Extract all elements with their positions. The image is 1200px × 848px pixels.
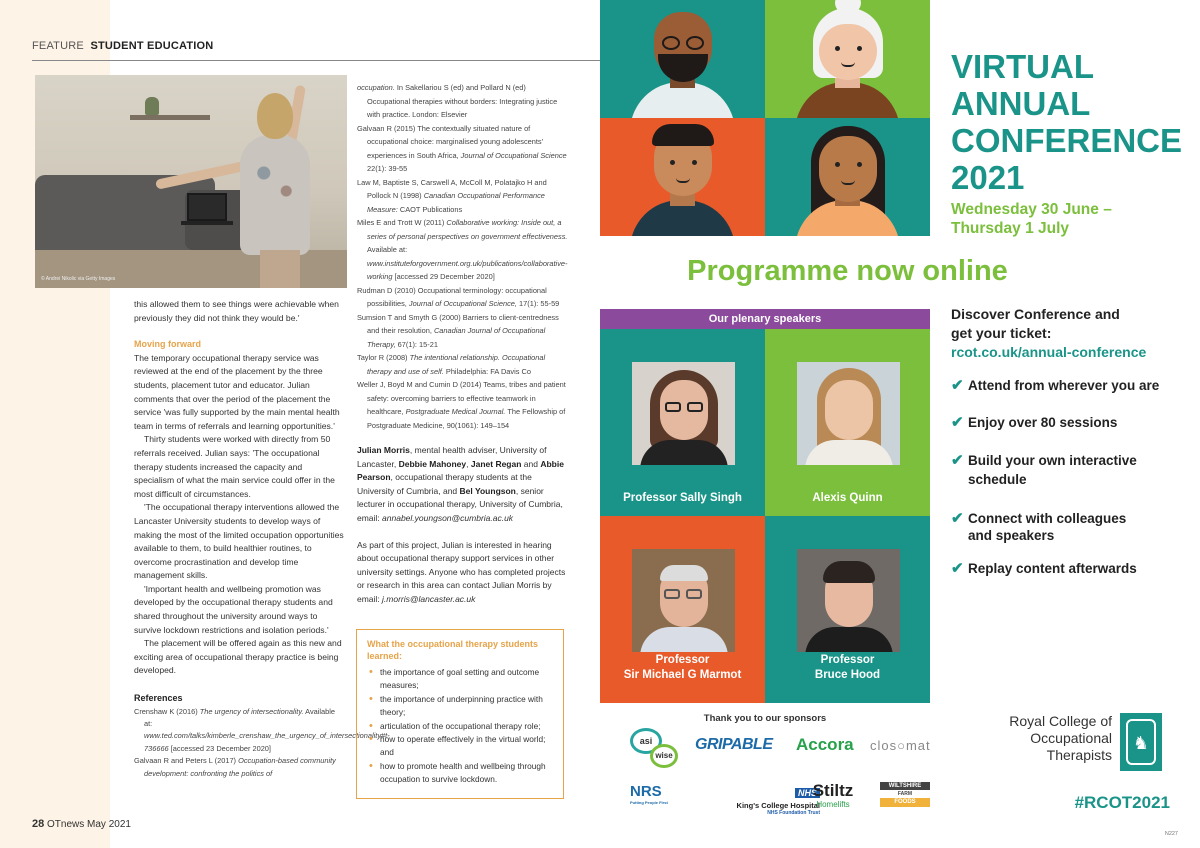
reference-item [357,311,570,352]
references-heading: References [134,693,183,704]
conference-url-link[interactable]: rcot.co.uk/annual-conference [951,344,1147,360]
benefit-item [951,451,1196,489]
logo-text: Putting People First [630,800,668,805]
reference-text: Law M, Baptiste S, Carswell A, McColl M, Polatajko H and Pollock N (1998) [357,177,547,200]
benefit-item [951,559,1196,578]
reference-item [357,351,570,378]
right-page-advert [600,0,1200,848]
reference-italic: Occupation-based community development: confronting the politics of [144,756,336,778]
avatar-head [819,24,877,80]
reference-item [357,378,570,432]
logo-text: WILTSHIRE [880,782,930,790]
reference-text: Weller J, Boyd M and Cumin D (2014) Teams, tribes and patient safety: overcoming barriers to effective teamwork in healthcare, [357,380,566,416]
reference-item [134,706,390,756]
glasses-icon [662,36,680,50]
reference-item [134,755,344,780]
photo-plant [145,97,159,115]
reference-italic: Canadian Journal of Occupational Therapy, [367,326,546,349]
author-bio [357,444,570,526]
rcot-name-line: Therapists [1046,747,1112,763]
avatar-grid [600,0,930,236]
avatar-eye [670,160,675,165]
photo-shoulders [805,627,893,652]
accora-logo: Accora [796,735,854,754]
avatar-eye [835,46,840,51]
checkmark-icon: ✔ [951,452,964,469]
photo-head [257,93,293,139]
checkmark-icon: ✔ [951,560,964,577]
avatar-tile-woman [765,118,930,236]
speaker-card-sally-singh [600,329,765,516]
logo-text: wise [650,744,678,768]
reference-text: Philadelphia: FA Davis Co [443,366,531,376]
speaker-photo [797,362,900,465]
author-name: Debbie Mahoney [398,458,467,469]
checkmark-icon: ✔ [951,414,964,431]
benefit-text: Connect with colleagues [968,511,1127,526]
speaker-photo [632,549,735,652]
reference-italic: Postgraduate Medical Journal. [405,407,506,416]
page-number: 28 [32,818,45,830]
reference-item [357,81,570,122]
logo-text: Stiltz [812,781,854,800]
photo-legs [260,250,300,288]
avatar-hair [652,124,714,146]
reference-text: Sumsion T and Smyth G (2000) Barriers to client-centredness and their resolution, [357,312,559,335]
article-paragraph: Thirty students were worked with directly from 50 referrals received. Julian says: 'The occupational therapy students increased the capacity and specialism of what the main service could offer in the most difficult of circumstances. [134,434,335,499]
avatar-head [819,136,877,202]
photo-hair [660,565,708,581]
article-intro: this allowed them to see things were achievable when previously they did not think they would be.' [134,299,339,323]
benefit-text: Enjoy over 80 sessions [968,415,1118,430]
section-topic: STUDENT EDUCATION [90,40,214,52]
photo-shoulders [640,627,728,652]
glasses-icon [664,589,680,599]
speaker-name-line: Professor Sally Singh [623,492,742,504]
reference-text: 22(1): 39-55 [367,164,408,173]
photo-hair [823,561,875,583]
reference-text: [accessed 23 December 2020] [168,743,271,753]
rcot-logo [1000,713,1162,775]
logo-text: asi [630,728,662,754]
date-line: Thursday 1 July [951,220,1070,237]
speakers-bar: Our plenary speakers [600,309,930,329]
photo-shelf [130,115,210,120]
speaker-name-line: Bruce Hood [814,669,881,681]
author-name: Janet Regan [470,458,522,469]
reference-text: 17(1): 55-59 [516,299,560,308]
reference-text: [accessed 29 December 2020] [392,272,495,281]
benefit-text: and speakers [968,528,1055,543]
speaker-photo [797,549,900,652]
reference-text: CAOT Publications [397,204,463,214]
speaker-name [600,491,765,506]
references-list-2 [357,81,570,432]
ad-code: N227 [1164,831,1178,837]
speaker-card-alexis-quinn [765,329,930,516]
section-name: FEATURE [32,40,84,52]
rcot-name-line: Occupational [1030,730,1112,746]
section-label [32,40,213,52]
avatar-eye [692,160,697,165]
reference-text: Available at: [367,245,408,254]
glasses-icon [686,36,704,50]
avatar-eye [835,162,840,167]
rcot-name [1000,713,1112,764]
subheading: Moving forward [134,339,201,350]
project-note [357,539,570,607]
discover-line: Discover Conference and [951,306,1120,322]
speaker-name-line: Professor [655,654,710,666]
speaker-card-bruce-hood [765,516,930,703]
logo-text: FARM [897,791,913,797]
gripable-logo: GRIPABLE [695,736,773,753]
discover-block [951,305,1191,362]
benefit-text: Attend from wherever you are [968,378,1160,393]
photo-laptop [187,193,227,221]
photo-laptop-base [181,221,233,225]
title-line: CONFERENCE [951,122,1183,159]
contact-email-link[interactable]: j.morris@lancaster.ac.uk [382,593,476,604]
checkmark-icon: ✔ [951,510,964,527]
benefit-item [951,376,1196,395]
author-name: Bel Youngson [459,485,516,496]
reference-italic: The intentional relationship. Occupational therapy and use of self. [367,353,546,376]
nhs-badge: NHS [795,788,820,798]
reference-text: Taylor R (2008) [357,353,410,362]
glasses-icon [686,589,702,599]
learned-box [356,629,564,799]
benefit-text: Build your own interactive [968,453,1137,468]
article-column-2 [357,81,570,607]
speaker-name [600,653,765,683]
wiltshire-farm-foods-logo [880,782,930,812]
benefit-item [951,509,1196,543]
conference-title [951,48,1191,196]
reference-item [357,122,570,176]
reference-italic: The urgency of intersectionality. [199,706,304,716]
article-paragraph: The temporary occupational therapy service was reviewed at the end of the placement by the three students, placement tutor and educator. Julian comments that over the period of the placement the service 'was fully supported by the main mental health team in terms of referrals and learning opportunities.' [134,352,340,431]
benefit-text: Replay content afterwards [968,561,1137,576]
speaker-name-line: Sir Michael G Marmot [623,669,742,681]
bio-text: , senior lecturer in occupational therapy, University of Cumbria, email: [357,485,563,523]
reference-italic: Canadian Occupational Performance Measure: [367,191,545,214]
avatar-beard [658,54,708,82]
programme-text: Programme now online [687,255,1008,287]
photo-credit: © Andrei Nikolic via Getty Images [41,276,116,282]
learned-item: • how to operate effectively in the virtual world; and [367,733,553,760]
photo-pattern [247,155,303,215]
speaker-name [765,653,930,683]
publication-name: OTnews May 2021 [47,819,131,830]
references-list-1 [134,706,390,780]
reference-text: Crenshaw K (2016) [134,706,200,716]
date-line: Wednesday 30 June – [951,201,1112,218]
reference-text: The Fellowship of Postgraduate Medicine, 90(1061): 149–154 [367,407,566,430]
reference-text: In Sakellariou S (ed) and Pollard N (ed) Occupational therapies without borders: Integrating justice with practice. London: Elsevier [367,83,558,119]
bio-text: , [466,458,471,469]
closomat-logo: clos○mat [870,738,931,753]
reference-text: Rudman D (2010) Occupational terminology: occupational possibilities, [357,285,547,308]
author-name: Abbie Pearson [357,458,564,483]
reference-item [357,284,570,311]
kings-college-hospital-logo [730,783,820,816]
article-paragraph: 'Important health and wellbeing promotion was developed by the occupational therapy students and shared throughout the university around ways to survive lockdown restrictions and isolation periods.' [134,583,333,635]
speaker-photo [632,362,735,465]
plenary-speakers [600,309,930,705]
photo-face [825,380,873,440]
avatar-eye [857,46,862,51]
photo-floor [35,250,347,288]
learned-item: • the importance of goal setting and outcome measures; [367,666,553,693]
logo-text: NRS [630,783,662,800]
reference-italic: occupation. [357,83,395,92]
reference-italic: Journal of Occupational Science [460,150,567,160]
reference-italic: Journal of Occupational Science, [408,299,517,308]
learned-list [367,666,553,787]
title-line: 2021 [951,159,1025,196]
reference-text: 67(1): 15-21 [395,339,438,349]
discover-line: get your ticket: [951,325,1052,341]
programme-headline [600,253,1200,289]
page-folio [32,818,131,830]
benefit-text: schedule [968,472,1027,487]
logo-text: NHS Foundation Trust [767,810,820,816]
checkmark-icon: ✔ [951,377,964,394]
logo-text: King's College Hospital [736,801,820,810]
feature-photo [35,75,347,288]
article-paragraph: 'The occupational therapy interventions allowed the Lancaster University students to develop ways of making the most of the limited occupation opportunities available to them, to build healthier routines, to overcome procrastination and develop time management skills. [134,502,344,581]
article-paragraph: The placement will be offered again as this new and exciting area of occupational therapy practice is being developed. [134,638,342,676]
reference-item [357,176,570,217]
learned-item: • the importance of underpinning practice with theory; [367,693,553,720]
glasses-icon [687,402,703,412]
benefit-item [951,413,1196,432]
stiltz-logo [808,781,858,809]
bio-text: , mental health adviser, University of Lancaster, [357,445,547,469]
title-line: ANNUAL [951,85,1091,122]
author-email-link[interactable]: annabel.youngson@cumbria.ac.uk [382,512,514,523]
avatar-tile-bearded-man [600,0,765,118]
bio-text: , occupational therapy students at the University of Cumbria, and [357,472,532,496]
rcot-emblem-icon: ♞ [1120,713,1162,771]
reference-item [357,216,570,284]
hashtag: #RCOT2021 [1074,793,1170,812]
header-rule [32,60,600,61]
avatar-tile-older-woman [765,0,930,118]
avatar-tile-young-man [600,118,765,236]
speaker-card-michael-marmot [600,516,765,703]
logo-text: Homelifts [816,800,850,809]
reference-text: Available at: [144,706,336,729]
speaker-name-line: Alexis Quinn [812,492,883,504]
speaker-name-line: Professor [820,654,875,666]
reference-text: Galvaan R and Peters L (2017) [134,756,239,766]
title-line: VIRTUAL [951,48,1094,85]
conference-dates [951,200,1191,238]
reference-italic: Collaborative working: Inside out, a series of personal perspectives on government effectiveness. [367,218,568,241]
logo-text: FOODS [880,798,930,807]
speaker-name [765,491,930,506]
asi-wise-logo [630,728,678,770]
author-name: Julian Morris [357,445,410,455]
reference-italic: www.instituteforgovernment.org.uk/publications/collaborative-working [367,258,568,281]
learned-item: • how to promote health and wellbeing through occupation to survive lockdown. [367,760,553,787]
sponsors-title: Thank you to our sponsors [703,713,827,724]
reference-text: Miles E and Trott W (2011) [357,218,447,227]
avatar-eye [857,162,862,167]
reference-text: Galvaan R (2015) The contextually situated nature of occupational choice: marginalised young adolescents' experiences in South Africa, [357,123,544,160]
glasses-icon [665,402,681,412]
learned-item: • articulation of the occupational therapy role; [367,720,553,733]
nrs-logo [630,783,678,811]
learned-title: What the occupational therapy students learned: [367,639,539,661]
reference-italic: www.ted.com/talks/kimberle_crenshaw_the_urgency_of_intersectionality#t-736666 [144,731,390,753]
rcot-name-line: Royal College of [1009,713,1112,729]
bio-text: and [521,458,541,469]
project-text: As part of this project, Julian is interested in hearing about occupational therapy support services in other university settings. Anyone who has completed projects or research in this area can contact Julian Morris by email: [357,539,566,604]
